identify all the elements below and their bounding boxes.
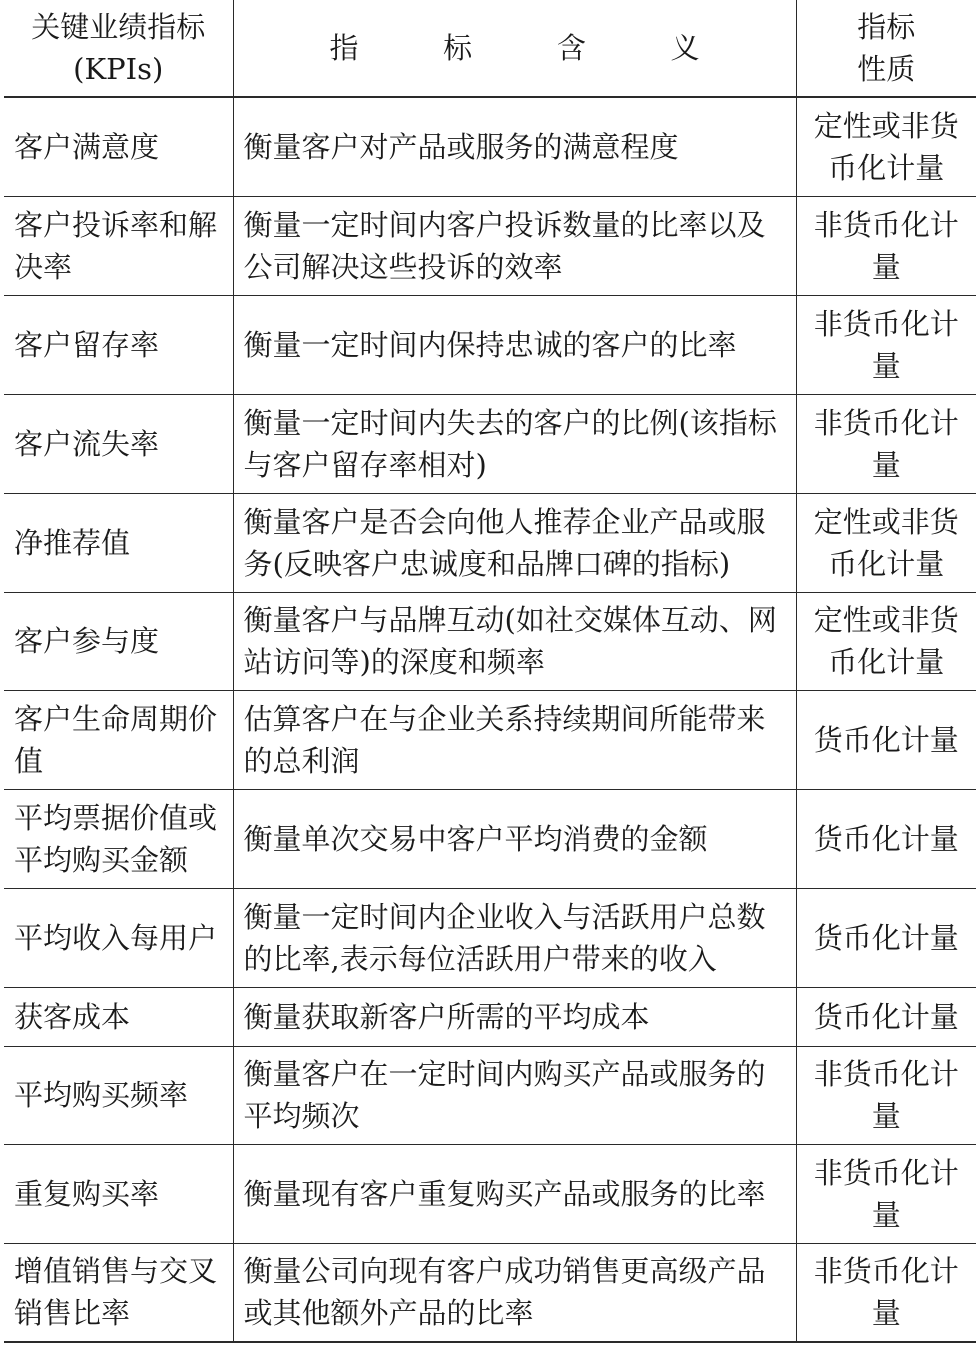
kpi-description: 衡量客户对产品或服务的满意程度 [233,97,796,196]
table-row [4,1243,976,1342]
kpi-nature: 定性或非货币化计量 [796,592,976,690]
header-meaning-char: 指 [329,31,359,65]
kpi-nature: 货币化计量 [796,690,976,789]
kpi-description: 衡量客户与品牌互动(如社交媒体互动、网站访问等)的深度和频率 [233,592,796,690]
kpi-description: 衡量客户是否会向他人推荐企业产品或服务(反映客户忠诚度和品牌口碑的指标) [233,493,796,592]
kpi-description: 估算客户在与企业关系持续期间所能带来的总利润 [233,690,796,789]
table-row [4,394,976,493]
table-row [4,592,976,690]
header-kpi [4,0,233,97]
table-row [4,295,976,394]
kpi-name: 客户生命周期价值 [4,690,233,789]
kpi-table [4,0,976,1343]
table-row [4,789,976,888]
kpi-description: 衡量一定时间内保持忠诚的客户的比率 [233,295,796,394]
kpi-description: 衡量现有客户重复购买产品或服务的比率 [233,1144,796,1243]
header-meaning [233,0,796,97]
kpi-nature: 货币化计量 [796,888,976,987]
kpi-nature: 非货币化计量 [796,196,976,295]
kpi-name: 客户留存率 [4,295,233,394]
kpi-nature: 定性或非货币化计量 [796,97,976,196]
header-nature-line2: 性质 [857,52,916,86]
kpi-nature: 货币化计量 [796,987,976,1046]
kpi-description: 衡量客户在一定时间内购买产品或服务的平均频次 [233,1046,796,1144]
kpi-nature: 定性或非货币化计量 [796,493,976,592]
kpi-name: 客户参与度 [4,592,233,690]
kpi-nature: 非货币化计量 [796,1144,976,1243]
kpi-description: 衡量公司向现有客户成功销售更高级产品或其他额外产品的比率 [233,1243,796,1342]
header-nature-line1: 指标 [857,10,916,44]
kpi-description: 衡量一定时间内客户投诉数量的比率以及公司解决这些投诉的效率 [233,196,796,295]
kpi-description: 衡量一定时间内失去的客户的比例(该指标与客户留存率相对) [233,394,796,493]
table-header-row [4,0,976,97]
kpi-name: 客户流失率 [4,394,233,493]
kpi-name: 平均收入每用户 [4,888,233,987]
header-nature [796,0,976,97]
kpi-name: 净推荐值 [4,493,233,592]
kpi-description: 衡量获取新客户所需的平均成本 [233,987,796,1046]
header-meaning-char: 义 [670,31,700,65]
table-row [4,690,976,789]
table-row [4,1046,976,1144]
table-row [4,196,976,295]
kpi-description: 衡量单次交易中客户平均消费的金额 [233,789,796,888]
kpi-nature: 货币化计量 [796,789,976,888]
header-meaning-char: 标 [443,31,473,65]
header-kpi-line1: 关键业绩指标 [31,10,206,44]
kpi-name: 获客成本 [4,987,233,1046]
kpi-name: 平均票据价值或平均购买金额 [4,789,233,888]
table-row [4,493,976,592]
kpi-name: 客户满意度 [4,97,233,196]
table-row [4,987,976,1046]
table-row [4,97,976,196]
table-row [4,1144,976,1243]
header-meaning-char: 含 [556,31,586,65]
kpi-nature: 非货币化计量 [796,1046,976,1144]
kpi-name: 平均购买频率 [4,1046,233,1144]
kpi-nature: 非货币化计量 [796,1243,976,1342]
kpi-name: 重复购买率 [4,1144,233,1243]
kpi-name: 增值销售与交叉销售比率 [4,1243,233,1342]
kpi-description: 衡量一定时间内企业收入与活跃用户总数的比率,表示每位活跃用户带来的收入 [233,888,796,987]
kpi-name: 客户投诉率和解决率 [4,196,233,295]
kpi-nature: 非货币化计量 [796,394,976,493]
header-kpi-line2: (KPIs) [73,52,164,86]
table-row [4,888,976,987]
kpi-nature: 非货币化计量 [796,295,976,394]
